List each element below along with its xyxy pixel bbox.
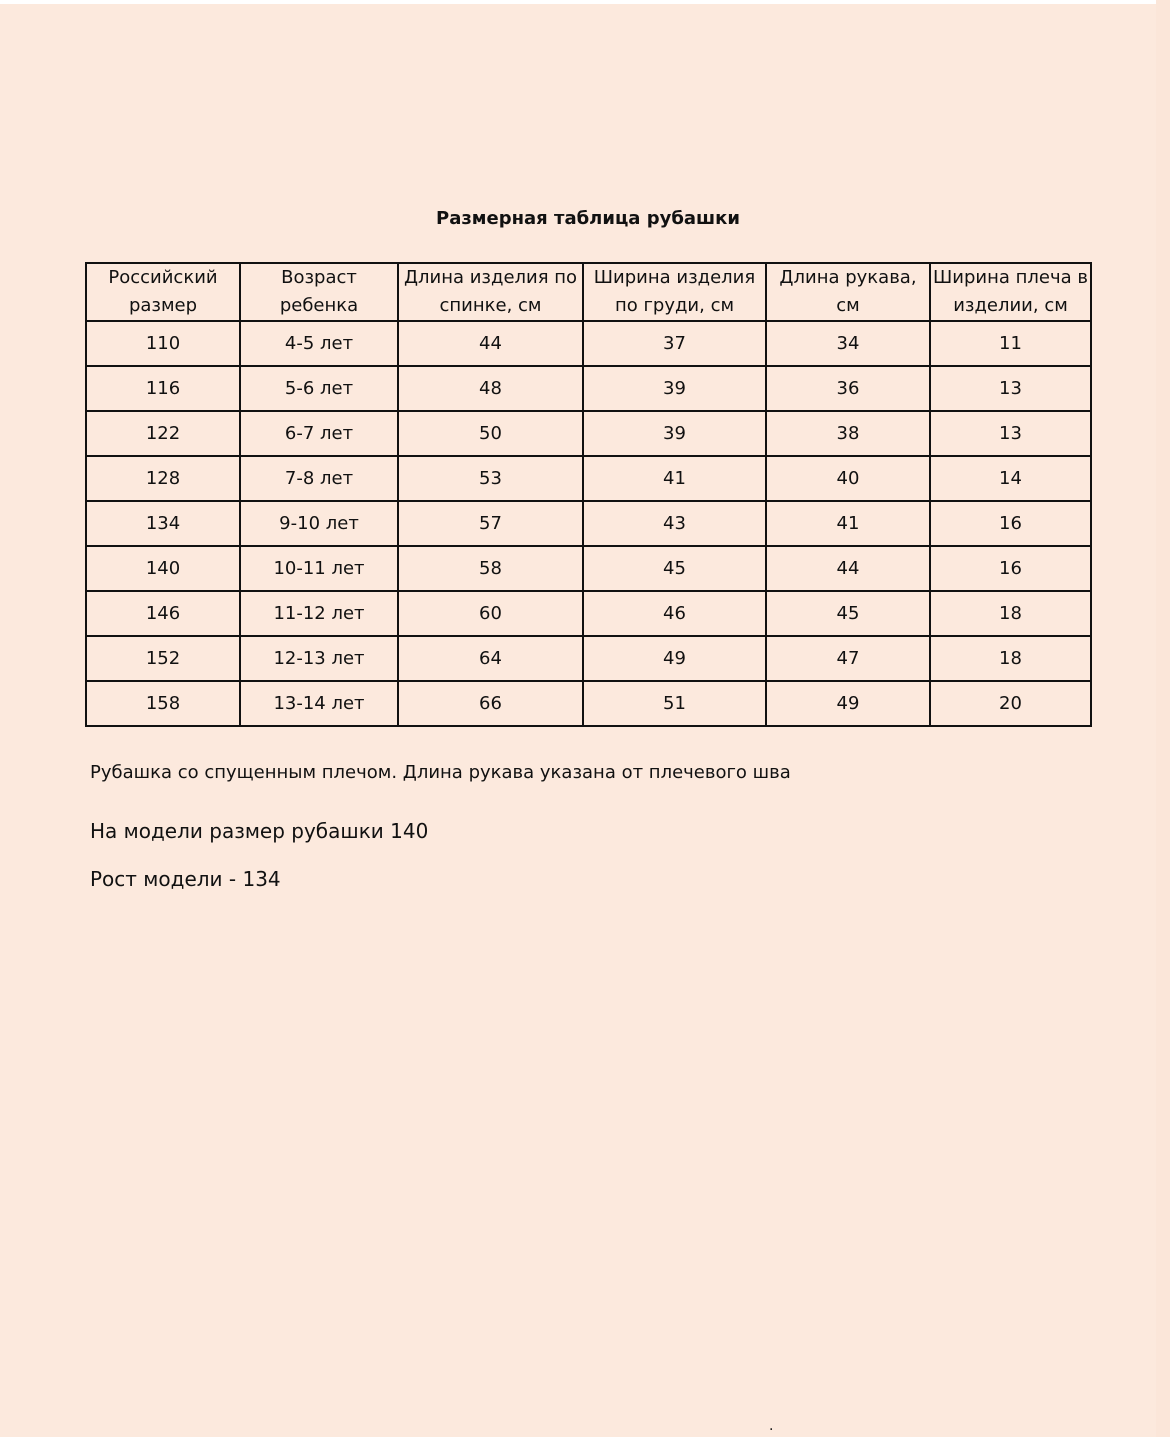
cell-age: 5-6 лет [240, 366, 398, 411]
cell-age: 4-5 лет [240, 321, 398, 366]
table-row [86, 636, 1091, 681]
cell-back-length: 66 [398, 681, 583, 726]
table-row [86, 546, 1091, 591]
table-title: Размерная таблица рубашки [436, 208, 740, 229]
cell-shoulder-width: 16 [930, 501, 1091, 546]
cell-chest-width: 49 [583, 636, 766, 681]
cell-chest-width: 43 [583, 501, 766, 546]
table-row [86, 366, 1091, 411]
cell-sleeve-length: 40 [766, 456, 930, 501]
cell-chest-width: 39 [583, 411, 766, 456]
cell-age: 6-7 лет [240, 411, 398, 456]
footer-mark: . [769, 1418, 774, 1434]
cell-chest-width: 46 [583, 591, 766, 636]
table-row [86, 411, 1091, 456]
cell-age: 12-13 лет [240, 636, 398, 681]
cell-chest-width: 51 [583, 681, 766, 726]
cell-back-length: 50 [398, 411, 583, 456]
cell-sleeve-length: 36 [766, 366, 930, 411]
table-row [86, 321, 1091, 366]
table-row [86, 501, 1091, 546]
cell-shoulder-width: 13 [930, 411, 1091, 456]
cell-sleeve-length: 47 [766, 636, 930, 681]
header-back-length: Длина изделия по спинке, см [398, 263, 583, 321]
header-shoulder-width: Ширина плеча в изделии, см [930, 263, 1091, 321]
cell-shoulder-width: 14 [930, 456, 1091, 501]
cell-size: 134 [86, 501, 240, 546]
cell-size: 110 [86, 321, 240, 366]
cell-shoulder-width: 20 [930, 681, 1091, 726]
top-band [0, 0, 1170, 4]
note-model-height: Рост модели - 134 [90, 867, 281, 891]
cell-back-length: 60 [398, 591, 583, 636]
cell-shoulder-width: 11 [930, 321, 1091, 366]
cell-age: 7-8 лет [240, 456, 398, 501]
cell-chest-width: 45 [583, 546, 766, 591]
size-table [85, 262, 1092, 727]
note-dropped-shoulder: Рубашка со спущенным плечом. Длина рукава указана от плечевого шва [90, 762, 791, 783]
header-sleeve-length: Длина рукава, см [766, 263, 930, 321]
cell-back-length: 64 [398, 636, 583, 681]
cell-size: 158 [86, 681, 240, 726]
cell-sleeve-length: 38 [766, 411, 930, 456]
cell-age: 10-11 лет [240, 546, 398, 591]
cell-shoulder-width: 18 [930, 636, 1091, 681]
cell-back-length: 58 [398, 546, 583, 591]
cell-age: 9-10 лет [240, 501, 398, 546]
cell-back-length: 53 [398, 456, 583, 501]
table-header-row [86, 263, 1091, 321]
cell-chest-width: 37 [583, 321, 766, 366]
table-row [86, 591, 1091, 636]
cell-size: 116 [86, 366, 240, 411]
cell-back-length: 44 [398, 321, 583, 366]
cell-back-length: 48 [398, 366, 583, 411]
cell-chest-width: 39 [583, 366, 766, 411]
header-age: Возраст ребенка [240, 263, 398, 321]
cell-shoulder-width: 16 [930, 546, 1091, 591]
cell-size: 146 [86, 591, 240, 636]
cell-size: 128 [86, 456, 240, 501]
cell-sleeve-length: 34 [766, 321, 930, 366]
note-model-size: На модели размер рубашки 140 [90, 819, 429, 843]
cell-sleeve-length: 49 [766, 681, 930, 726]
cell-size: 122 [86, 411, 240, 456]
cell-sleeve-length: 44 [766, 546, 930, 591]
table-row [86, 681, 1091, 726]
cell-back-length: 57 [398, 501, 583, 546]
cell-size: 152 [86, 636, 240, 681]
cell-shoulder-width: 13 [930, 366, 1091, 411]
cell-age: 11-12 лет [240, 591, 398, 636]
table-row [86, 456, 1091, 501]
cell-sleeve-length: 45 [766, 591, 930, 636]
cell-shoulder-width: 18 [930, 591, 1091, 636]
header-chest-width: Ширина изделия по груди, см [583, 263, 766, 321]
cell-size: 140 [86, 546, 240, 591]
cell-chest-width: 41 [583, 456, 766, 501]
header-size: Российский размер [86, 263, 240, 321]
cell-age: 13-14 лет [240, 681, 398, 726]
cell-sleeve-length: 41 [766, 501, 930, 546]
